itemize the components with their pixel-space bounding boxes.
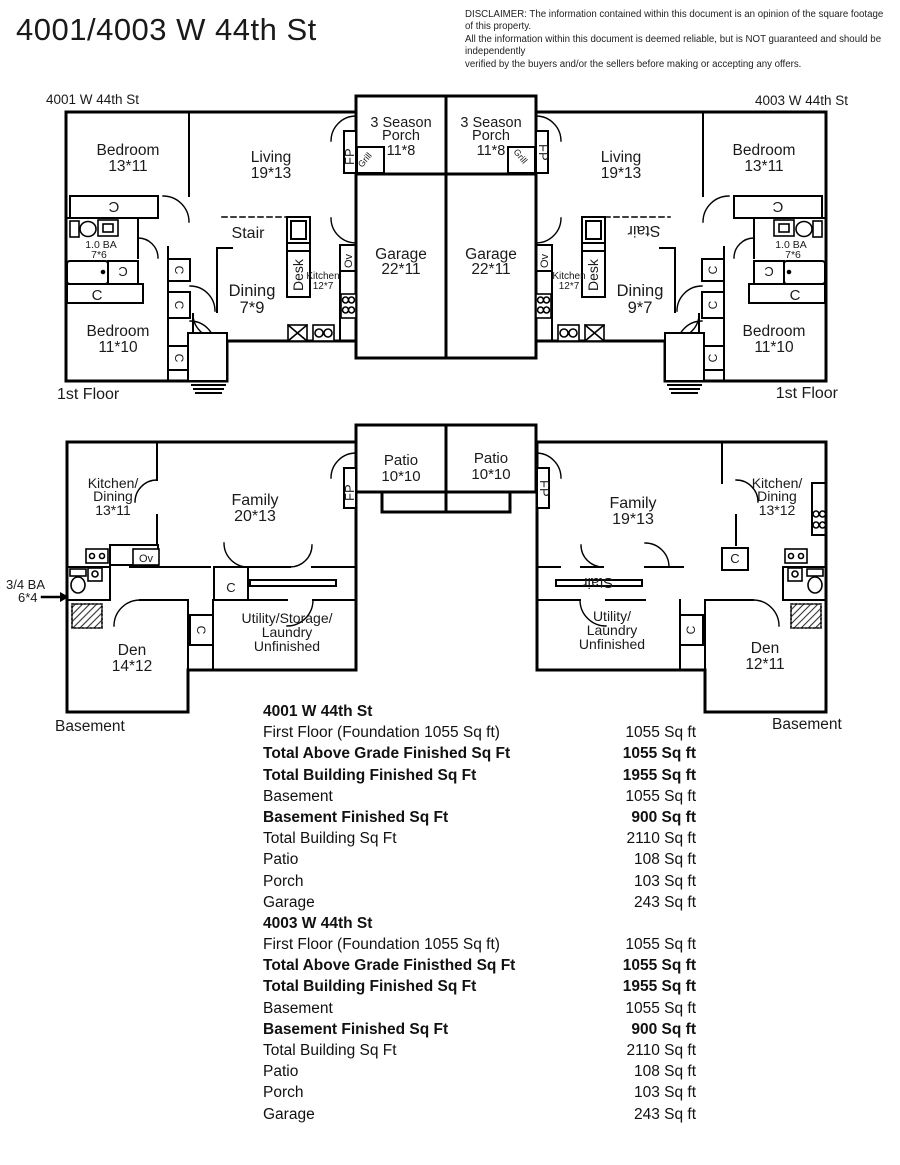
row-label: Porch xyxy=(263,1084,304,1102)
table-row xyxy=(263,1082,696,1103)
bsmt-left-utility-3: Unfinished xyxy=(253,638,321,654)
ff-right-unit-address: 4003 W 44th St xyxy=(754,93,848,108)
bsmt-right-den-dims: 12*11 xyxy=(745,656,785,673)
fireplace-label: FP xyxy=(342,484,357,501)
ff-left-living-label: Living xyxy=(250,149,292,166)
ff-left-bedroom1-dims: 13*11 xyxy=(108,158,148,175)
row-label: Total Above Grade Finisthed Sq Ft xyxy=(263,957,516,975)
ff-right-dining-dims: 9*7 xyxy=(627,299,653,317)
table-row xyxy=(263,892,696,913)
bsmt-right-family-label: Family xyxy=(609,495,657,512)
row-label: 4001 W 44th St xyxy=(263,703,373,720)
bsmt-right-utility-2: Laundry xyxy=(586,622,638,638)
ff-left-bedroom2-label: Bedroom xyxy=(86,323,150,340)
row-value: 1055 Sq ft xyxy=(622,957,696,975)
ff-right-kitchen-label: Kitchen xyxy=(552,271,586,282)
grill-label: Grill xyxy=(511,146,530,166)
ff-right-bath-dims: 7*6 xyxy=(785,249,801,261)
closet-label: C xyxy=(706,300,720,310)
oven-label: Ov xyxy=(539,253,551,268)
right-patio-dims: 10*10 xyxy=(471,466,511,483)
row-value: 243 Sq ft xyxy=(633,893,696,911)
row-value: 1055 Sq ft xyxy=(625,936,696,954)
row-label: Total Building Sq Ft xyxy=(263,1042,397,1059)
row-label: Total Building Finished Sq Ft xyxy=(263,978,477,996)
oven-label: Ov xyxy=(343,253,355,268)
ff-left-dining-label: Dining xyxy=(228,282,276,300)
closet-label: C xyxy=(789,287,801,304)
table-row xyxy=(263,976,696,997)
table-row xyxy=(263,1061,696,1082)
ff-right-bedroom2-dims: 11*10 xyxy=(754,339,794,356)
table-row xyxy=(263,871,696,892)
desk-label: Desk xyxy=(585,259,601,291)
disclaimer-line-2: All the information within this document is deemed reliable, but is NOT guaranteed and should be independently xyxy=(465,33,882,58)
row-value: 1055 Sq ft xyxy=(625,724,696,742)
ff-right-bedroom2-label: Bedroom xyxy=(742,323,806,340)
table-row xyxy=(263,807,696,828)
row-label: Total Building Sq Ft xyxy=(263,830,397,848)
row-label: Patio xyxy=(263,851,299,869)
table-section-header xyxy=(263,701,696,722)
right-garage-dims: 22*11 xyxy=(471,261,511,278)
table-section-header xyxy=(263,913,696,934)
row-value: 243 Sq ft xyxy=(633,1105,696,1123)
closet-label: C xyxy=(91,287,103,304)
left-porch-dims: 11*8 xyxy=(386,143,416,159)
row-value: 2110 Sq ft xyxy=(626,1042,696,1059)
three-quarter-bath-dims: 6*4 xyxy=(18,590,38,605)
closet-label: C xyxy=(730,551,740,566)
table-row xyxy=(263,934,696,955)
bsmt-left-utility-2: Laundry xyxy=(261,624,313,640)
closet-label: C xyxy=(172,265,186,275)
ff-right-bedroom1-label: Bedroom xyxy=(732,142,796,159)
bsmt-left-kitchen-dining-dims: 13*11 xyxy=(95,502,131,518)
ff-left-living-dims: 19*13 xyxy=(250,165,292,182)
row-label: Basement xyxy=(263,999,333,1017)
row-value: 1055 Sq ft xyxy=(622,745,696,763)
ff-left-kitchen-dims: 12*7 xyxy=(312,281,334,292)
row-value: 1955 Sq ft xyxy=(622,978,696,996)
row-value: 108 Sq ft xyxy=(633,1063,696,1081)
row-label: Garage xyxy=(263,893,315,911)
closet-label: C xyxy=(772,198,784,215)
row-value: 1955 Sq ft xyxy=(622,766,696,784)
table-row xyxy=(263,722,696,743)
left-garage-label: Garage xyxy=(375,246,427,263)
ff-right-stair-label: Stair xyxy=(627,222,661,239)
page-title: 4001/4003 W 44th St xyxy=(16,12,317,47)
bsmt-left-kitchen-dining-1: Kitchen/ xyxy=(87,475,139,491)
row-label: Total Above Grade Finished Sq Ft xyxy=(263,745,511,763)
row-value: 1055 Sq ft xyxy=(625,999,696,1017)
closet-label: C xyxy=(172,353,186,363)
ff-left-bath-dims: 7*6 xyxy=(91,249,107,261)
table-row xyxy=(263,828,696,849)
fireplace-label: FP xyxy=(342,148,357,165)
row-label: First Floor (Foundation 1055 Sq ft) xyxy=(263,724,500,742)
row-label: Total Building Finished Sq Ft xyxy=(263,766,477,784)
row-label: 4003 W 44th St xyxy=(263,914,373,932)
left-patio-label: Patio xyxy=(383,452,419,469)
bsmt-right-utility-3: Unfinished xyxy=(578,636,646,652)
row-value: 900 Sq ft xyxy=(631,1020,696,1038)
table-row xyxy=(263,955,696,976)
left-garage-dims: 22*11 xyxy=(381,261,421,278)
disclaimer-line-3: verified by the buyers and/or the sellers before making or accepting any offers. xyxy=(465,58,802,70)
ff-right-floor-label: 1st Floor xyxy=(775,385,838,402)
fireplace-label: FP xyxy=(536,144,551,161)
closet-label: C xyxy=(706,265,720,275)
ff-left-bedroom1-label: Bedroom xyxy=(96,142,160,159)
bsmt-left-kitchen-dining-2: Dining xyxy=(93,488,133,504)
row-value: 103 Sq ft xyxy=(633,872,696,890)
bsmt-right-den-label: Den xyxy=(750,640,780,657)
ff-right-kitchen-dims: 12*7 xyxy=(558,281,580,292)
right-porch-label-2: Porch xyxy=(472,128,510,144)
three-quarter-bath-label: 3/4 BA xyxy=(6,577,46,592)
square-footage-table xyxy=(263,701,696,1125)
bsmt-left-den-label: Den xyxy=(117,642,147,659)
ff-left-stair-label: Stair xyxy=(231,225,265,242)
ff-left-bedroom2-dims: 11*10 xyxy=(98,339,138,356)
table-row xyxy=(263,743,696,764)
row-label: Basement Finished Sq Ft xyxy=(263,1020,449,1038)
row-label: Patio xyxy=(263,1063,299,1081)
ff-left-bath-label: 1.0 BA xyxy=(85,239,117,251)
ff-right-bath-label: 1.0 BA xyxy=(775,239,807,251)
table-row xyxy=(263,1019,696,1040)
disclaimer-line-1: DISCLAIMER: The information contained within this document is an opinion of the square footage of this property. xyxy=(465,9,884,33)
bsmt-right-floor-label: Basement xyxy=(772,716,842,733)
oven-label: Ov xyxy=(138,553,154,565)
bsmt-right-utility-1: Utility/ xyxy=(592,608,632,624)
row-value: 103 Sq ft xyxy=(633,1084,696,1102)
table-row xyxy=(263,786,696,807)
row-label: Basement xyxy=(263,787,333,805)
ff-right-dining-label: Dining xyxy=(616,282,664,300)
bsmt-left-utility-1: Utility/Storage/ xyxy=(241,610,333,626)
ff-left-dining-dims: 7*9 xyxy=(239,299,265,317)
row-label: Garage xyxy=(263,1105,315,1123)
bsmt-left-floor-label: Basement xyxy=(55,718,125,735)
closet-label: C xyxy=(226,580,236,595)
bsmt-right-kitchen-dining-dims: 13*12 xyxy=(758,502,796,518)
row-value: 900 Sq ft xyxy=(631,808,696,826)
fireplace-label: FP xyxy=(537,480,552,497)
left-porch-label-1: 3 Season xyxy=(370,115,432,131)
table-row xyxy=(263,1104,696,1125)
row-label: Porch xyxy=(263,872,304,890)
right-porch-label-1: 3 Season xyxy=(460,115,522,131)
bsmt-right-family-dims: 19*13 xyxy=(612,511,654,528)
right-kitchen-appliances xyxy=(536,294,604,341)
bsmt-left-den-dims: 14*12 xyxy=(111,658,153,675)
row-label: First Floor (Foundation 1055 Sq ft) xyxy=(263,936,500,954)
closet-label: C xyxy=(706,353,720,363)
bsmt-left-family-label: Family xyxy=(231,492,279,509)
ff-right-living-label: Living xyxy=(600,149,642,166)
ff-left-floor-label: 1st Floor xyxy=(57,386,120,403)
ff-left-unit-address: 4001 W 44th St xyxy=(46,92,140,107)
first-floor-plan xyxy=(46,92,848,403)
table-row xyxy=(263,849,696,870)
left-porch-label-2: Porch xyxy=(382,128,420,144)
right-patio-label: Patio xyxy=(473,450,509,467)
closet-label: C xyxy=(684,625,698,635)
closet-label: C xyxy=(764,264,774,279)
basement-plan xyxy=(6,425,842,735)
ff-left-kitchen-label: Kitchen xyxy=(306,271,340,282)
left-kitchen-appliances xyxy=(288,294,356,341)
closet-label: C xyxy=(118,264,128,279)
closet-label: C xyxy=(194,625,208,635)
ff-right-living-dims: 19*13 xyxy=(600,165,642,182)
row-value: 1055 Sq ft xyxy=(625,787,696,805)
ff-right-bedroom1-dims: 13*11 xyxy=(744,158,784,175)
row-value: 2110 Sq ft xyxy=(626,830,696,848)
bsmt-right-kitchen-dining-1: Kitchen/ xyxy=(751,475,803,491)
table-row xyxy=(263,765,696,786)
closet-label: C xyxy=(172,300,186,310)
right-garage-label: Garage xyxy=(465,246,517,263)
right-porch-dims: 11*8 xyxy=(476,143,506,159)
bsmt-right-kitchen-dining-2: Dining xyxy=(757,488,797,504)
row-label: Basement Finished Sq Ft xyxy=(263,808,449,826)
bsmt-left-family-dims: 20*13 xyxy=(234,508,276,525)
three-quarter-bath-arrow xyxy=(42,592,69,602)
desk-label: Desk xyxy=(290,259,306,291)
left-patio-dims: 10*10 xyxy=(381,468,421,485)
table-row xyxy=(263,998,696,1019)
grill-label: Grill xyxy=(355,150,374,170)
table-row xyxy=(263,1040,696,1061)
closet-label: C xyxy=(108,198,120,215)
bsmt-right-stair-label: Stair xyxy=(582,574,614,591)
right-basement-fixtures xyxy=(785,511,826,628)
row-value: 108 Sq ft xyxy=(633,851,696,869)
